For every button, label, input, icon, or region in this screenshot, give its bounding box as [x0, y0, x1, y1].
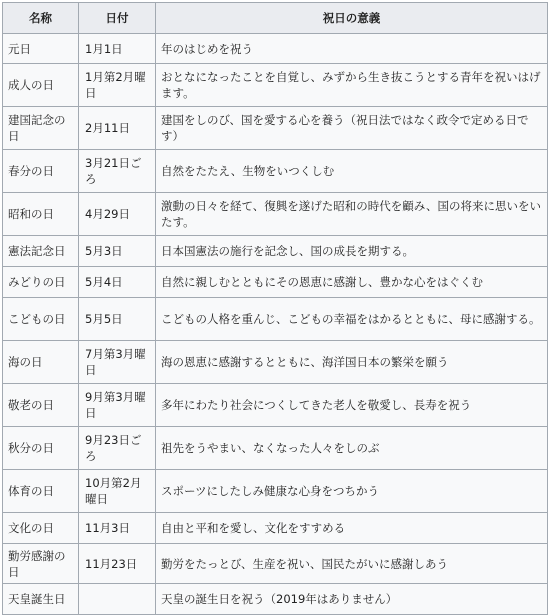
- holiday-meaning: おとなになったことを自覚し、みずから生き抜こうとする青年を祝いはげます。: [156, 64, 548, 107]
- table-row: [3, 384, 548, 427]
- holiday-name: 元日: [3, 34, 79, 64]
- table-row: [3, 236, 548, 267]
- table-header-row: [3, 3, 548, 34]
- holiday-name: 天皇誕生日: [3, 584, 79, 615]
- holiday-date: 5月5日: [79, 298, 156, 341]
- holidays-table: [2, 2, 548, 615]
- holiday-date: 7月第3月曜日: [79, 341, 156, 384]
- holiday-name: 昭和の日: [3, 193, 79, 236]
- holiday-name: 憲法記念日: [3, 236, 79, 267]
- table-row: [3, 107, 548, 150]
- table-row: [3, 341, 548, 384]
- table-row: [3, 267, 548, 298]
- holiday-meaning: 建国をしのび、国を愛する心を養う（祝日法ではなく政令で定める日です）: [156, 107, 548, 150]
- holiday-meaning: 年のはじめを祝う: [156, 34, 548, 64]
- table-row: [3, 544, 548, 584]
- table-row: [3, 427, 548, 470]
- holiday-date: 10月第2月曜日: [79, 470, 156, 513]
- holiday-date: 11月23日: [79, 544, 156, 584]
- holiday-name: みどりの日: [3, 267, 79, 298]
- holiday-date: 5月3日: [79, 236, 156, 267]
- holiday-meaning: 自然をたたえ、生物をいつくしむ: [156, 150, 548, 193]
- holiday-date: 3月21日ごろ: [79, 150, 156, 193]
- holiday-name: 春分の日: [3, 150, 79, 193]
- holiday-date: 1月第2月曜日: [79, 64, 156, 107]
- table-row: [3, 584, 548, 615]
- table-row: [3, 298, 548, 341]
- holiday-meaning: 天皇の誕生日を祝う（2019年はありません）: [156, 584, 548, 615]
- holiday-name: 秋分の日: [3, 427, 79, 470]
- holiday-date: 11月3日: [79, 513, 156, 544]
- header-meaning: 祝日の意義: [156, 3, 548, 34]
- header-name: 名称: [3, 3, 79, 34]
- header-date: 日付: [79, 3, 156, 34]
- holiday-date: 1月1日: [79, 34, 156, 64]
- table-row: [3, 193, 548, 236]
- holiday-meaning: こどもの人格を重んじ、こどもの幸福をはかるとともに、母に感謝する。: [156, 298, 548, 341]
- holiday-date: [79, 584, 156, 615]
- holiday-name: こどもの日: [3, 298, 79, 341]
- holiday-meaning: 日本国憲法の施行を記念し、国の成長を期する。: [156, 236, 548, 267]
- table-row: [3, 513, 548, 544]
- holiday-date: 4月29日: [79, 193, 156, 236]
- holiday-date: 9月第3月曜日: [79, 384, 156, 427]
- holiday-meaning: 祖先をうやまい、なくなった人々をしのぶ: [156, 427, 548, 470]
- holiday-date: 9月23日ごろ: [79, 427, 156, 470]
- holiday-name: 海の日: [3, 341, 79, 384]
- table-row: [3, 470, 548, 513]
- holiday-name: 敬老の日: [3, 384, 79, 427]
- holiday-meaning: 激動の日々を経て、復興を遂げた昭和の時代を顧み、国の将来に思いをいたす。: [156, 193, 548, 236]
- holiday-meaning: スポーツにしたしみ健康な心身をつちかう: [156, 470, 548, 513]
- holiday-date: 2月11日: [79, 107, 156, 150]
- table-row: [3, 64, 548, 107]
- holiday-name: 勤労感謝の日: [3, 544, 79, 584]
- table-row: [3, 34, 548, 64]
- holiday-meaning: 自由と平和を愛し、文化をすすめる: [156, 513, 548, 544]
- holiday-name: 建国記念の日: [3, 107, 79, 150]
- holiday-meaning: 海の恩恵に感謝するとともに、海洋国日本の繁栄を願う: [156, 341, 548, 384]
- holiday-name: 成人の日: [3, 64, 79, 107]
- holiday-meaning: 多年にわたり社会につくしてきた老人を敬愛し、長寿を祝う: [156, 384, 548, 427]
- holiday-name: 文化の日: [3, 513, 79, 544]
- holiday-name: 体育の日: [3, 470, 79, 513]
- table-row: [3, 150, 548, 193]
- holiday-date: 5月4日: [79, 267, 156, 298]
- holiday-meaning: 自然に親しむとともにその恩恵に感謝し、豊かな心をはぐくむ: [156, 267, 548, 298]
- holiday-meaning: 勤労をたっとび、生産を祝い、国民たがいに感謝しあう: [156, 544, 548, 584]
